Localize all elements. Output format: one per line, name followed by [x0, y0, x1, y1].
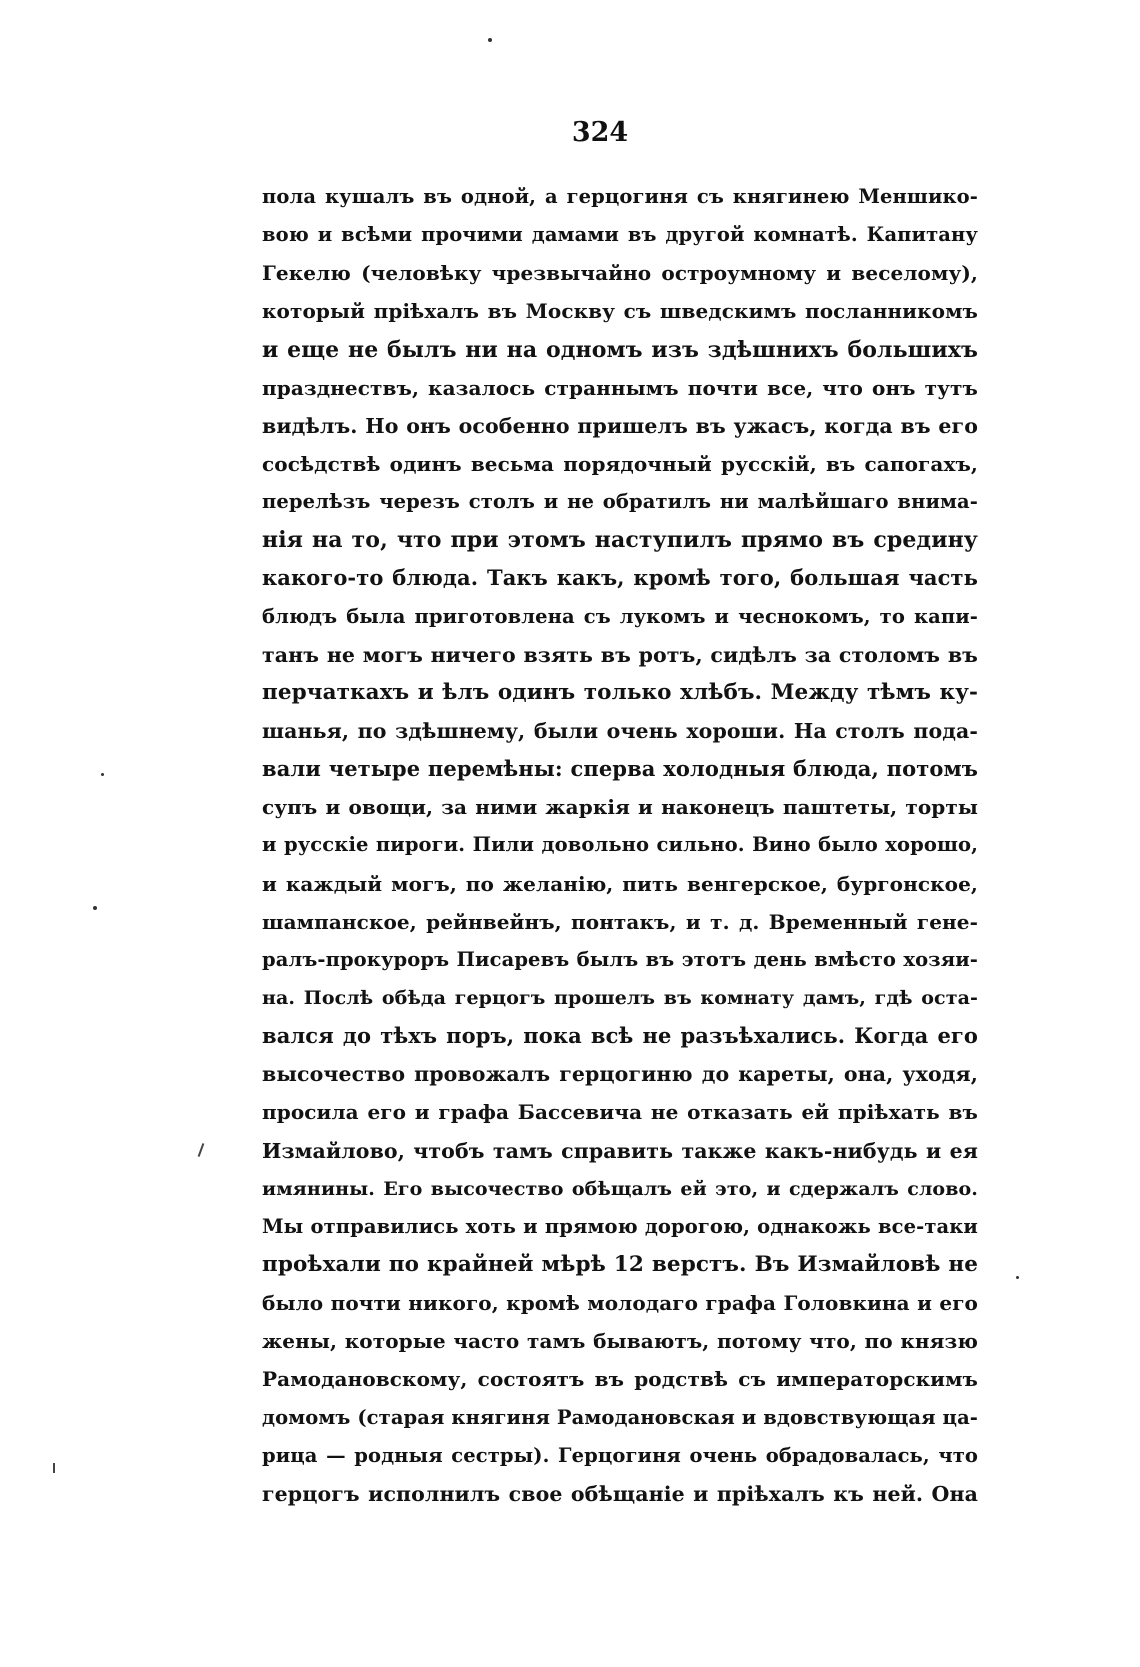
text-line: просила его и графа Бассевича не отказать ей пріѣхать въ: [262, 1100, 978, 1125]
text-line: высочество провожалъ герцогиню до кареты, она, уходя,: [262, 1062, 978, 1087]
text-line: танъ не могъ ничего взять въ ротъ, сидѣлъ за столомъ въ: [262, 642, 978, 667]
text-line: шампанское, рейнвейнъ, понтакъ, и т. д. Временный гене-: [262, 909, 978, 934]
page-number: 324: [571, 117, 629, 148]
text-line: перчаткахъ и ѣлъ одинъ только хлѣбъ. Между тѣмъ ку-: [262, 679, 978, 705]
text-line: вался до тѣхъ поръ, пока всѣ не разъѣхались. Когда его: [262, 1023, 978, 1049]
text-line: Рамодановскому, состоятъ въ родствѣ съ императорскимъ: [262, 1367, 978, 1392]
text-line: Измайлово, чтобъ тамъ справить также какъ-нибудь и ея: [262, 1138, 978, 1163]
scan-mark: [198, 1143, 205, 1157]
scan-mark: [53, 1463, 55, 1473]
body-text: [262, 178, 978, 1513]
text-line: который пріѣхалъ въ Москву съ шведскимъ посланникомъ: [262, 299, 978, 324]
text-line: Гекелю (человѣку чрезвычайно остроумному и веселому),: [262, 261, 978, 286]
text-line: сосѣдствѣ одинъ весьма порядочный русскій, въ сапогахъ,: [262, 451, 978, 476]
scan-speck: [488, 38, 492, 42]
text-line: жены, которые часто тамъ бываютъ, потому что, по князю: [262, 1329, 978, 1354]
text-line: Мы отправились хоть и прямою дорогою, однакожь все-таки: [262, 1214, 978, 1238]
scan-speck: [93, 906, 97, 910]
text-line: перелѣзъ черезъ столъ и не обратилъ ни малѣйшаго внима-: [262, 490, 978, 514]
text-line: блюдъ была приготовлена съ лукомъ и чеснокомъ, то капи-: [262, 604, 978, 628]
text-line: и каждый могъ, по желанію, пить венгерское, бургонское,: [262, 871, 978, 896]
scan-speck: [1016, 1276, 1019, 1279]
text-line: имянины. Его высочество обѣщалъ ей это, и сдержалъ слово.: [262, 1177, 978, 1200]
text-line: видѣлъ. Но онъ особенно пришелъ въ ужасъ, когда въ его: [262, 413, 978, 438]
text-line: рица — родныя сестры). Герцогиня очень обрадовалась, что: [262, 1443, 978, 1467]
text-line: проѣхали по крайней мѣрѣ 12 верстъ. Въ Измайловѣ не: [262, 1251, 978, 1277]
text-line: нія на то, что при этомъ наступилъ прямо въ средину: [262, 527, 978, 554]
text-line: домомъ (старая княгиня Рамодановская и вдовствующая ца-: [262, 1405, 978, 1429]
text-line: пола кушалъ въ одной, а герцогиня съ княгинею Меншико-: [262, 185, 978, 208]
text-line: ралъ-прокуроръ Писаревъ былъ въ этотъ день вмѣсто хозяи-: [262, 947, 978, 971]
text-line: было почти никого, кромѣ молодаго графа Головкина и его: [262, 1291, 978, 1316]
text-line: шанья, по здѣшнему, были очень хороши. На столъ пода-: [262, 718, 978, 743]
text-line: вою и всѣми прочими дамами въ другой комнатѣ. Капитану: [262, 223, 978, 247]
text-line: и еще не былъ ни на одномъ изъ здѣшнихъ большихъ: [262, 336, 978, 363]
text-line: герцогъ исполнилъ свое обѣщаніе и пріѣхалъ къ ней. Она: [262, 1481, 978, 1506]
text-line: празднествъ, казалось страннымъ почти все, что онъ тутъ: [262, 375, 978, 400]
text-line: вали четыре перемѣны: сперва холодныя блюда, потомъ: [262, 756, 978, 782]
text-line: супъ и овощи, за ними жаркія и наконецъ паштеты, торты: [262, 795, 978, 820]
text-line: и русскіе пироги. Пили довольно сильно. Вино было хорошо,: [262, 833, 978, 857]
text-line: какого-то блюда. Такъ какъ, кромѣ того, большая часть: [262, 565, 978, 591]
text-line: на. Послѣ обѣда герцогъ прошелъ въ комнату дамъ, гдѣ оста-: [262, 986, 978, 1009]
scan-speck: [101, 773, 104, 776]
